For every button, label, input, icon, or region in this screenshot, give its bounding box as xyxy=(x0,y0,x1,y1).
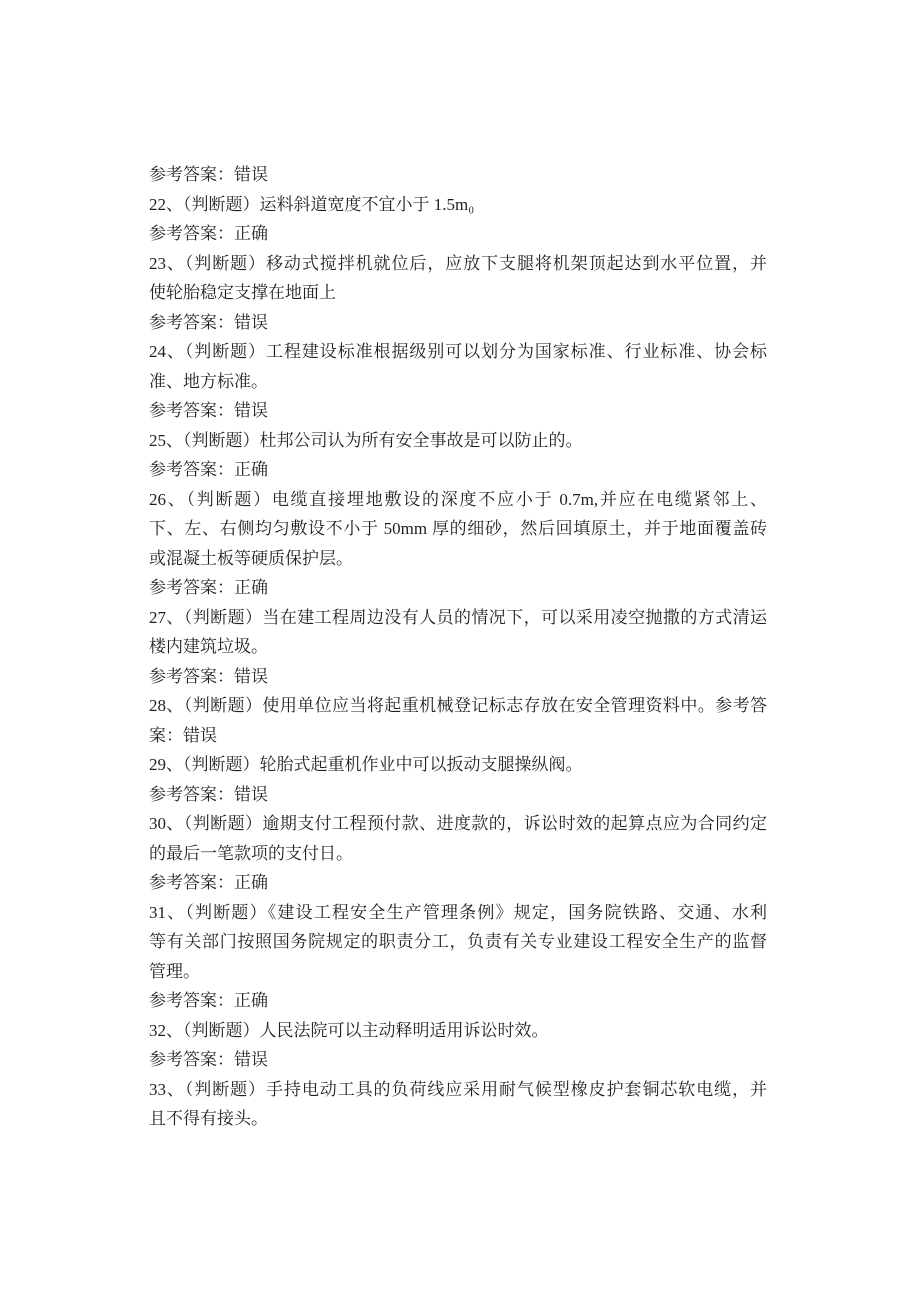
answer-line: 参考答案：错误 xyxy=(149,401,268,420)
question-line: 等有关部门按照国务院规定的职责分工，负责有关专业建设工程安全生产的监督 xyxy=(149,932,767,951)
question-line: 27、（判断题）当在建工程周边没有人员的情况下，可以采用凌空抛撒的方式清运 xyxy=(149,607,767,627)
question-line: 或混凝土板等硬质保护层。 xyxy=(149,548,353,568)
answer-line: 参考答案：错误 xyxy=(149,312,268,332)
question-line: 准、地方标准。 xyxy=(149,371,268,391)
question-line: 下、左、右侧均匀敷设不小于 50mm 厚的细砂，然后回填原土，并于地面覆盖砖 xyxy=(149,519,767,538)
answer-line: 参考答案：错误 xyxy=(149,1050,268,1069)
question-line: 29、（判断题）轮胎式起重机作业中可以扳动支腿操纵阀。 xyxy=(149,755,583,774)
question-line: 案：错误 xyxy=(149,725,217,745)
answer-line: 参考答案：正确 xyxy=(149,991,268,1010)
answer-line: 参考答案：错误 xyxy=(149,165,268,184)
question-line: 28、（判断题）使用单位应当将起重机械登记标志存放在安全管理资料中。参考答 xyxy=(149,696,767,715)
question-line: 25、（判断题）杜邦公司认为所有安全事故是可以防止的。 xyxy=(149,430,583,450)
question-line: 33、（判断题）手持电动工具的负荷线应采用耐气候型橡皮护套铜芯软电缆，并 xyxy=(149,1079,767,1099)
question-line: 23、（判断题）移动式搅拌机就位后，应放下支腿将机架顶起达到水平位置，并 xyxy=(149,253,767,273)
question-line: 24、（判断题）工程建设标准根据级别可以划分为国家标准、行业标准、协会标 xyxy=(149,342,767,361)
question-line: 32、（判断题）人民法院可以主动释明适用诉讼时效。 xyxy=(149,1020,549,1040)
question-line: 楼内建筑垃圾。 xyxy=(149,637,268,656)
answer-line: 参考答案：正确 xyxy=(149,460,268,479)
question-line: 使轮胎稳定支撑在地面上 xyxy=(149,283,336,302)
document-content xyxy=(149,160,767,1134)
question-line: 且不得有接头。 xyxy=(149,1109,268,1128)
question-line: 26、（判断题）电缆直接埋地敷设的深度不应小于 0.7m,并应在电缆紧邻上、 xyxy=(149,489,767,509)
answer-line: 参考答案：正确 xyxy=(149,578,268,597)
question-line: 的最后一笔款项的支付日。 xyxy=(149,843,353,863)
question-line: 31、（判断题）《建设工程安全生产管理条例》规定，国务院铁路、交通、水利 xyxy=(149,902,767,922)
question-line: 22、（判断题）运料斜道宽度不宜小于 1.5m₀ xyxy=(149,194,475,214)
question-line: 管理。 xyxy=(149,961,200,981)
answer-line: 参考答案：错误 xyxy=(149,784,268,804)
answer-line: 参考答案：正确 xyxy=(149,224,268,243)
answer-line: 参考答案：正确 xyxy=(149,873,268,892)
question-line: 30、（判断题）逾期支付工程预付款、进度款的，诉讼时效的起算点应为合同约定 xyxy=(149,814,767,833)
answer-line: 参考答案：错误 xyxy=(149,666,268,686)
